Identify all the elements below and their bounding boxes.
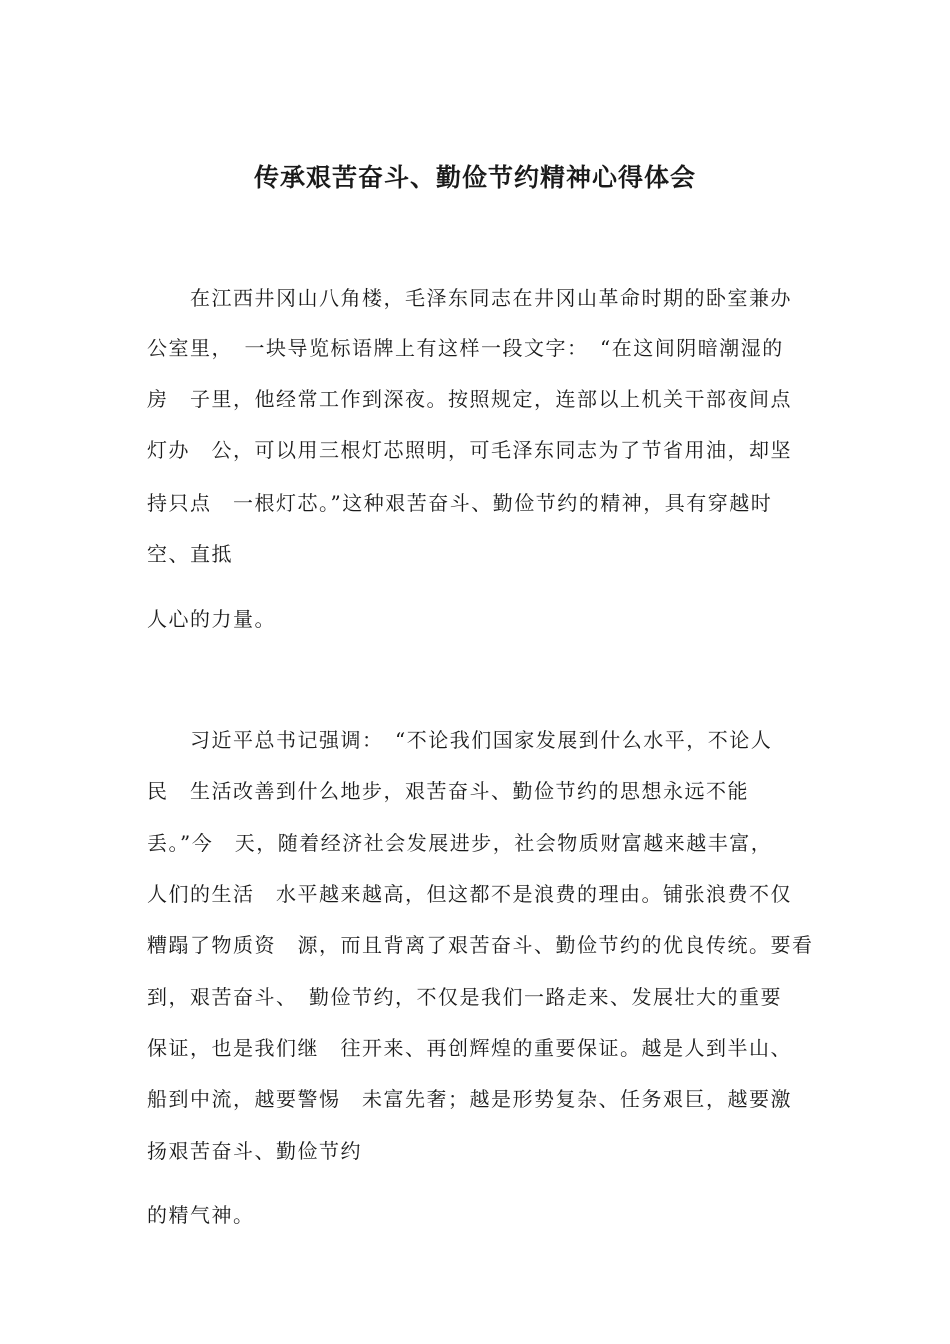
document-title: 传承艰苦奋斗、勤俭节约精神心得体会 xyxy=(253,163,696,192)
paragraph-line: 灯办 公，可以用三根灯芯照明，可毛泽东同志为了节省用油，却坚 xyxy=(147,438,792,462)
paragraph-line: 空、直抵 xyxy=(147,542,233,566)
paragraph-line: 保证，也是我们继 往开来、再创辉煌的重要保证。越是人到半山、 xyxy=(147,1036,792,1060)
paragraph-line: 房 子里，他经常工作到深夜。按照规定，连部以上机关干部夜间点 xyxy=(147,387,792,411)
paragraph-line: 民 生活改善到什么地步，艰苦奋斗、勤俭节约的思想永远不能 xyxy=(147,779,749,803)
paragraph-line: 公室里， 一块导览标语牌上有这样一段文字： “在这间阴暗潮湿的 xyxy=(147,336,784,360)
paragraph-line: 到，艰苦奋斗、 勤俭节约，不仅是我们一路走来、发展壮大的重要 xyxy=(147,985,782,1009)
paragraph-line: 丢。”今 天，随着经济社会发展进步，社会物质财富越来越丰富， xyxy=(147,831,773,855)
paragraph-line: 人心的力量。 xyxy=(147,607,276,631)
paragraph-line: 船到中流，越要警惕 未富先奢；越是形势复杂、任务艰巨，越要激 xyxy=(147,1087,792,1111)
paragraph-line: 习近平总书记强调： “不论我们国家发展到什么水平，不论人 xyxy=(147,728,773,752)
paragraph-line: 人们的生活 水平越来越高，但这都不是浪费的理由。铺张浪费不仅 xyxy=(147,882,792,906)
paragraph-line: 持只点 一根灯芯。”这种艰苦奋斗、勤俭节约的精神，具有穿越时 xyxy=(147,491,773,515)
paragraph-line: 扬艰苦奋斗、勤俭节约 xyxy=(147,1139,362,1163)
paragraph-line: 的精气神。 xyxy=(147,1203,255,1227)
paragraph-line: 糟蹋了物质资 源，而且背离了艰苦奋斗、勤俭节约的优良传统。要看 xyxy=(147,933,814,957)
paragraph-line: 在江西井冈山八角楼，毛泽东同志在井冈山革命时期的卧室兼办 xyxy=(147,286,792,310)
